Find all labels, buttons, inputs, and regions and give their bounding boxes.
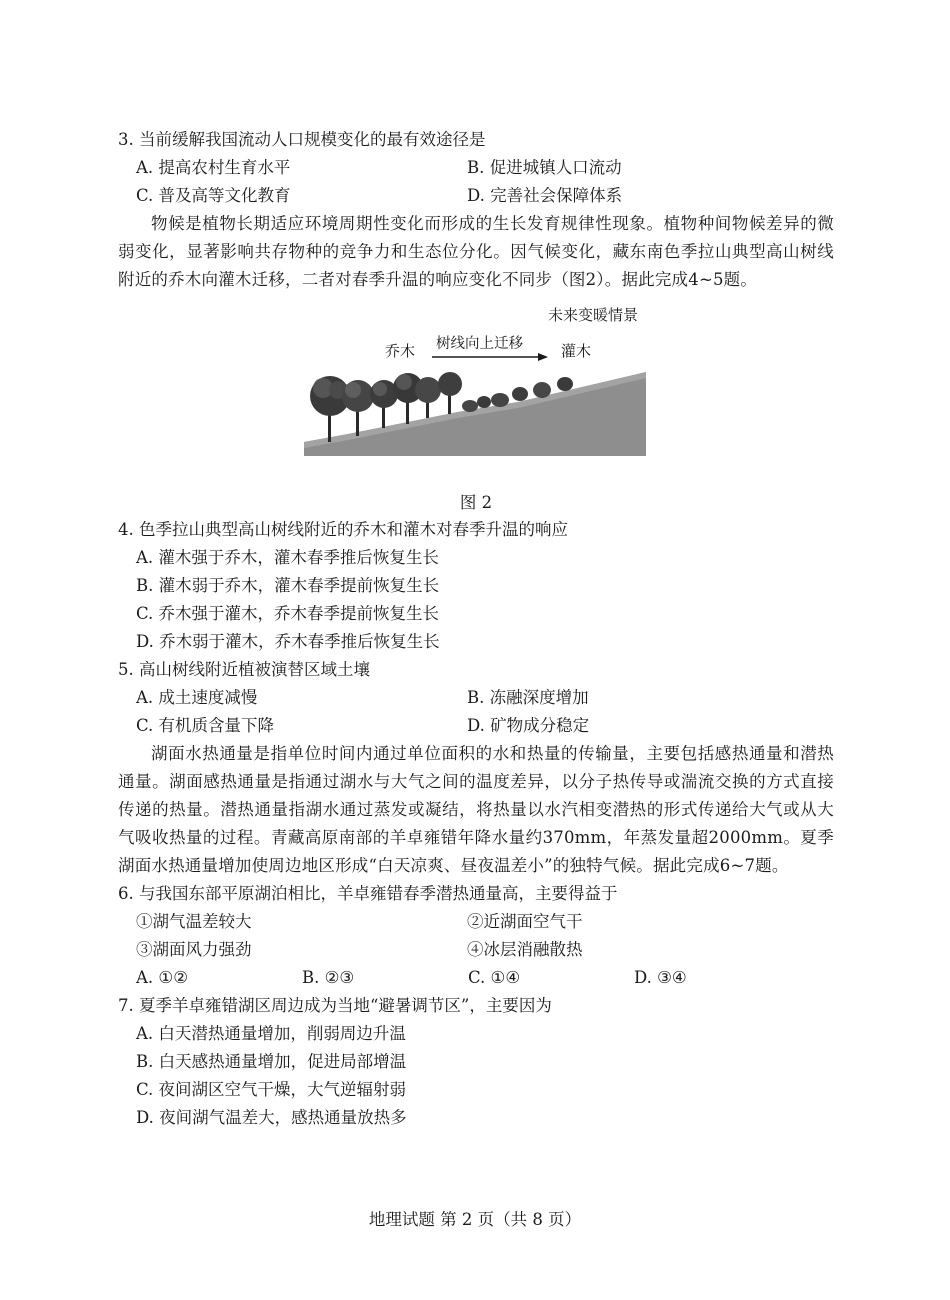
question-7-stem: 7. 夏季羊卓雍错湖区周边成为当地“避暑调节区”，主要因为 xyxy=(118,996,552,1015)
q3-option-d: D. 完善社会保障体系 xyxy=(467,186,623,205)
exam-page xyxy=(118,126,834,1132)
q6-item-4: ④冰层消融散热 xyxy=(467,940,583,959)
q5-option-a: A. 成土速度减慢 xyxy=(136,688,258,707)
question-5-stem: 5. 高山树线附近植被演替区域土壤 xyxy=(118,660,370,679)
tree-label: 乔木 xyxy=(385,342,416,360)
q6-item-2: ②近湖面空气干 xyxy=(467,912,583,931)
question-6-items-row-2 xyxy=(118,936,834,964)
q7-option-c: C. 夜间湖区空气干燥，大气逆辐射弱 xyxy=(136,1080,407,1099)
shrub-label: 灌木 xyxy=(561,342,592,360)
q5-option-d: D. 矿物成分稳定 xyxy=(467,716,590,735)
q4-option-a: A. 灌木强于乔木，灌木春季推后恢复生长 xyxy=(136,548,439,567)
question-4-stem: 4. 色季拉山典型高山树线附近的乔木和灌木对春季升温的响应 xyxy=(118,520,568,539)
question-5-options-row-1 xyxy=(118,684,834,712)
figure-2 xyxy=(118,294,834,490)
question-3-options-row-2 xyxy=(118,182,834,210)
q6-option-a: A. ①② xyxy=(136,968,188,987)
figure-caption: 图 2 xyxy=(459,493,493,512)
q6-option-d: D. ③④ xyxy=(634,968,687,987)
scenario-label: 未来变暖情景 xyxy=(548,306,639,324)
q7-option-b: B. 白天感热通量增加，促进局部增温 xyxy=(136,1052,407,1071)
question-6-options xyxy=(118,964,834,992)
q3-option-a: A. 提高农村生育水平 xyxy=(136,158,291,177)
q5-option-c: C. 有机质含量下降 xyxy=(136,716,275,735)
q6-item-1: ①湖气温差较大 xyxy=(136,912,252,931)
question-3-stem: 3. 当前缓解我国流动人口规模变化的最有效途径是 xyxy=(118,130,486,149)
q7-option-d: D. 夜间湖气温差大，感热通量放热多 xyxy=(136,1108,407,1127)
question-5-options-row-2 xyxy=(118,712,834,740)
q7-option-a: A. 白天潜热通量增加，削弱周边升温 xyxy=(136,1024,406,1043)
question-6-items-row-1 xyxy=(118,908,834,936)
q3-option-b: B. 促进城镇人口流动 xyxy=(467,158,622,177)
q6-item-3: ③湖面风力强劲 xyxy=(136,940,252,959)
q5-option-b: B. 冻融深度增加 xyxy=(467,688,589,707)
arrow-label: 树线向上迁移 xyxy=(436,336,523,352)
arrow-icon xyxy=(432,353,548,361)
treeline-illustration xyxy=(118,294,834,490)
q6-option-c: C. ①④ xyxy=(468,968,521,987)
question-3-options-row-1 xyxy=(118,154,834,182)
q4-option-c: C. 乔木强于灌木，乔木春季提前恢复生长 xyxy=(136,604,440,623)
q3-option-c: C. 普及高等文化教育 xyxy=(136,186,291,205)
page-footer: 地理试题 第 2 页（共 8 页） xyxy=(368,1210,582,1229)
q4-option-b: B. 灌木弱于乔木，灌木春季提前恢复生长 xyxy=(136,576,440,595)
q6-option-b: B. ②③ xyxy=(302,968,355,987)
question-6-stem: 6. 与我国东部平原湖泊相比，羊卓雍错春季潜热通量高，主要得益于 xyxy=(118,884,618,903)
passage-phenology: 物候是植物长期适应环境周期性变化而形成的生长发育规律性现象。植物种间物候差异的微弱变化，显著影响共存物种的竞争力和生态位分化。因气候变化，藏东南色季拉山典型高山树线附近的乔木向灌木迁移，二者对春季升温的响应变化不同步（图2）。据此完成4~5题。 xyxy=(118,214,834,289)
q4-option-d: D. 乔木弱于灌木，乔木春季推后恢复生长 xyxy=(136,632,440,651)
passage-lake-flux: 湖面水热通量是指单位时间内通过单位面积的水和热量的传输量，主要包括感热通量和潜热通量。湖面感热通量是指通过湖水与大气之间的温度差异，以分子热传导或湍流交换的方式直接传递的热量。潜热通量指湖水通过蒸发或凝结，将热量以水汽相变潜热的形式传递给大气或从大气吸收热量的过程。青藏高原南部的羊卓雍错年降水量约370mm，年蒸发量超2000mm。夏季湖面水热通量增加使周边地区形成“白天凉爽、昼夜温差小”的独特气候。据此完成6~7题。 xyxy=(118,744,834,875)
